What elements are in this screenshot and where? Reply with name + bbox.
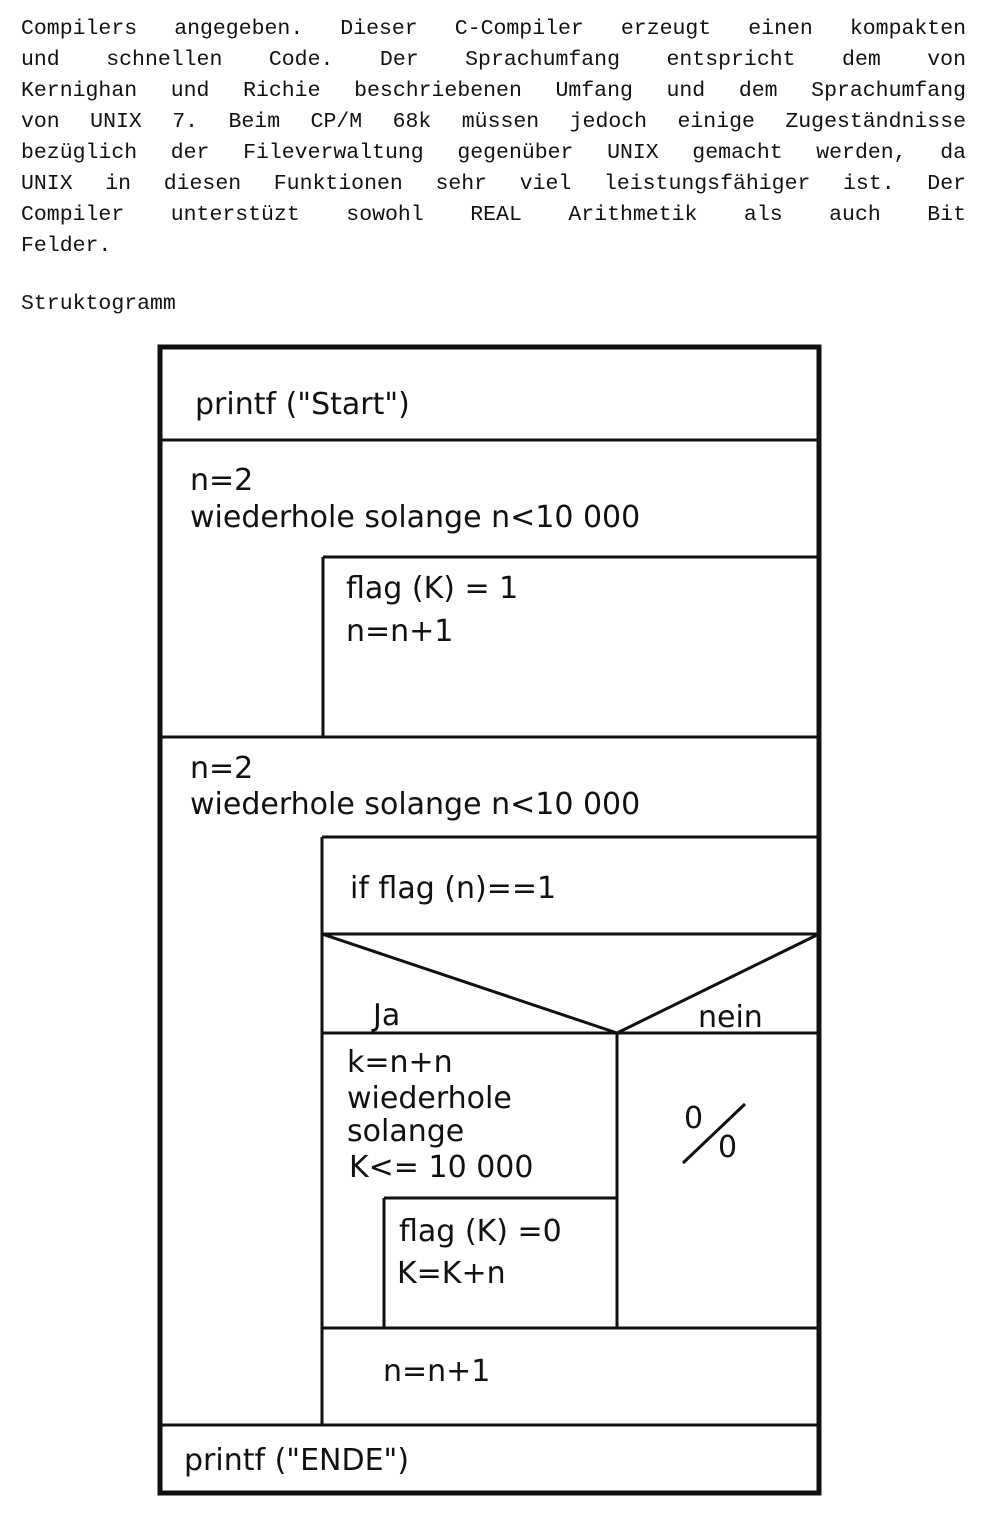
yes-block-line1: k=n+n <box>347 1045 453 1080</box>
loop2-init: n=2 <box>190 751 254 786</box>
paragraph-line: und schnellen Code. Der Sprachumfang entspricht dem von <box>21 48 966 72</box>
yes-block-line4: K<= 10 000 <box>349 1150 534 1185</box>
paragraph-line: bezüglich der Fileverwaltung gegenüber UNIX gemacht werden, da <box>21 141 966 165</box>
paragraph-line: Compilers angegeben. Dieser C-Compiler erzeugt einen kompakten <box>21 17 966 41</box>
no-block-denominator: 0 <box>718 1130 738 1165</box>
loop2-condition: wiederhole solange n<10 000 <box>190 787 641 822</box>
inner-loop-line1: flag (K) =0 <box>399 1214 562 1249</box>
loop1-body-line2: n=n+1 <box>346 614 454 649</box>
printf-end: printf ("ENDE") <box>184 1443 410 1478</box>
loop2-tail: n=n+1 <box>383 1354 491 1389</box>
section-heading: Struktogramm <box>21 292 176 316</box>
inner-loop-line2: K=K+n <box>397 1256 506 1291</box>
if-diagonal-left <box>322 934 617 1033</box>
if-condition: if flag (n)==1 <box>350 871 557 906</box>
paragraph-line: Felder. <box>21 234 112 258</box>
loop1-body-line1: flag (K) = 1 <box>346 571 519 606</box>
yes-block-line2: wiederhole <box>347 1081 512 1116</box>
no-block-numerator: 0 <box>684 1101 704 1136</box>
branch-yes-label: Ja <box>373 998 401 1033</box>
paragraph-line: UNIX in diesen Funktionen sehr viel leistungsfähiger ist. Der <box>21 172 966 196</box>
paragraph-line: Compiler unterstüzt sowohl REAL Arithmetik als auch Bit <box>21 203 966 227</box>
loop1-init: n=2 <box>190 463 254 498</box>
branch-no-label: nein <box>698 1000 763 1035</box>
paragraph-line: Kernighan und Richie beschriebenen Umfang und dem Sprachumfang <box>21 79 966 103</box>
printf-start: printf ("Start") <box>195 387 410 422</box>
loop1-condition: wiederhole solange n<10 000 <box>190 500 641 535</box>
yes-block-line3: solange <box>347 1114 465 1149</box>
paragraph-line: von UNIX 7. Beim CP/M 68k müssen jedoch einige Zugeständnisse <box>21 110 966 134</box>
